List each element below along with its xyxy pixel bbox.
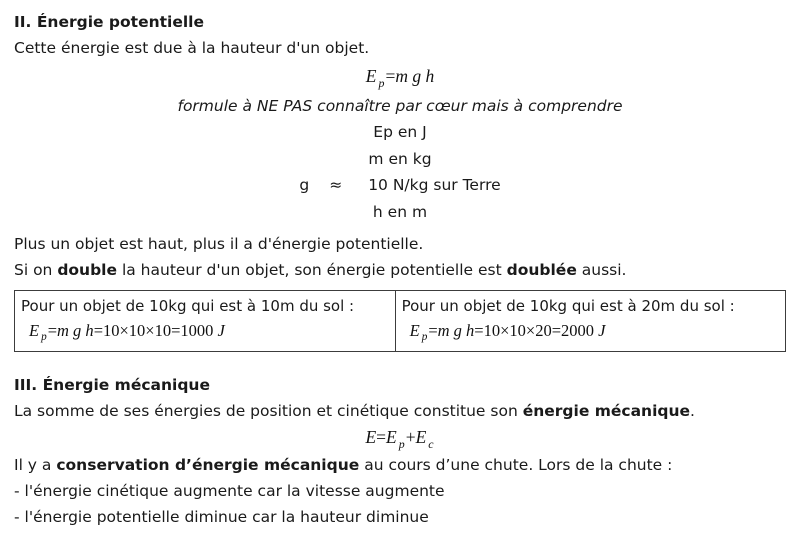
formula-segment: E [386,427,397,447]
double-line-bold1: double [57,261,118,279]
example-cell-20m [395,291,785,351]
bullet-kinetic: - l'énergie cinétique augmente car la vitesse augmente [14,482,445,500]
double-line-part2: la hauteur d'un objet, son énergie potentielle est [117,261,507,279]
formula-segment: = [428,321,438,340]
formula-note: formule à NE PAS connaître par cœur mais à comprendre [177,97,623,115]
formula-segment: p [41,331,47,344]
sum-line-part1: La somme de ses énergies de position et cinétique constitue son [14,402,523,420]
unit-ep: Ep en J [373,123,427,141]
section-2-heading: II. Énergie potentielle [14,13,204,31]
double-line [14,257,786,283]
formula-segment: p [398,436,405,451]
double-line-part3: aussi. [576,261,627,279]
formula-segment: E [29,321,40,340]
formula-segment: = [385,66,396,86]
sum-line-part2: . [690,402,695,420]
examples-table [14,290,786,352]
formula-segment: =10×10×10=1000 [93,321,218,340]
formula-segment: J [217,321,225,340]
section-3-heading: III. Énergie mécanique [14,376,210,394]
approx-symbol: ≈ [329,176,343,194]
section-2-intro: Cette énergie est due à la hauteur d'un objet. [14,39,370,57]
formula-segment: E [365,66,377,86]
double-line-bold2: doublée [506,261,577,279]
formula-segment: J [598,321,606,340]
example-10m-caption: Pour un objet de 10kg qui est à 10m du sol : [21,297,355,315]
formula-ep-mgh [14,61,786,93]
formula-segment: m g h [437,321,475,340]
formula-segment: m g h [395,66,435,86]
unit-g-symbol: g [299,176,310,194]
sum-line [14,398,786,424]
formula-segment: p [378,75,385,90]
formula-ep-calc-20 [402,318,779,346]
conservation-line [14,452,786,478]
unit-m: m en kg [368,149,432,168]
formula-segment: E [409,321,420,340]
unit-g [14,172,786,199]
formula-segment: p [421,331,428,344]
formula-segment: = [47,321,58,340]
conservation-bold: conservation d’énergie mécanique [56,456,360,474]
unit-g-value: 10 N/kg sur Terre [368,176,501,194]
formula-segment: =10×10×20=2000 [474,321,599,340]
units-block [14,119,786,225]
formula-segment: E [365,427,377,447]
conservation-part2: au cours d’une chute. Lors de la chute : [359,456,673,474]
formula-segment: c [428,436,434,451]
example-20m-caption: Pour un objet de 10kg qui est à 20m du sol : [401,297,735,315]
example-cell-10m [15,291,395,351]
bullet-potential: - l'énergie potentielle diminue car la hauteur diminue [14,508,429,526]
formula-e-mech [14,424,786,452]
formula-segment: = [376,427,387,447]
height-note: Plus un objet est haut, plus il a d'énergie potentielle. [14,235,424,253]
formula-segment: E [415,427,427,447]
formula-ep-calc-10 [21,318,389,346]
sum-line-bold: énergie mécanique [522,402,691,420]
formula-segment: + [405,427,416,447]
formula-segment: m g h [57,321,94,340]
conservation-part1: Il y a [14,456,57,474]
double-line-part1: Si on [14,261,58,279]
unit-h: h en m [372,202,428,221]
